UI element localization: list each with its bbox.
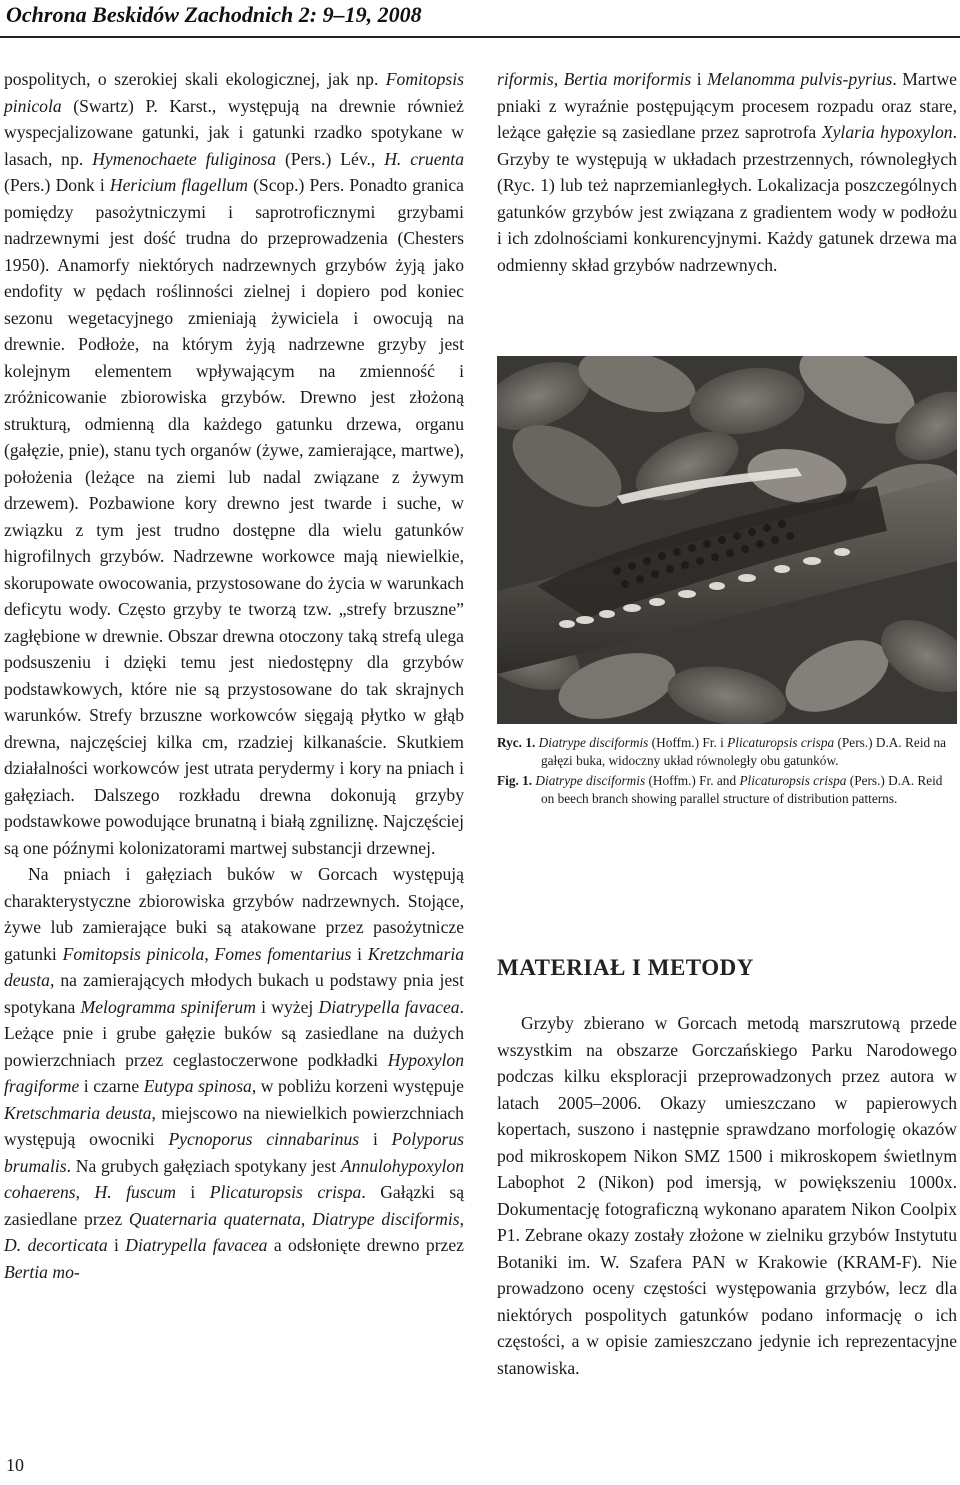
figure-photo	[497, 356, 957, 724]
species-name: Melanomma pulvis-pyrius	[707, 69, 893, 89]
species-name: riformis	[497, 69, 554, 89]
species-name: Bertia mo-	[4, 1261, 80, 1282]
caption-polish-text: Diatrype disciformis (Hoffm.) Fr. i Plicaturopsis crispa (Pers.) D.A. Reid na gałęzi buka, widoczny układ równoległy obu gatunków.	[538, 735, 947, 768]
caption-english-text: Diatrype disciformis (Hoffm.) Fr. and Plicaturopsis crispa (Pers.) D.A. Reid on beech branch showing parallel structure of distribution patterns.	[535, 773, 943, 806]
branch-photo-image	[497, 356, 957, 724]
page-number: 10	[6, 1455, 24, 1475]
right-column-bottom	[497, 1010, 957, 1381]
running-header	[0, 0, 960, 42]
species-name: Kretschmaria deusta	[4, 1102, 152, 1123]
species-name: H. fuscum	[94, 1182, 176, 1202]
species-name: Annulohypoxylon cohaerens	[4, 1155, 464, 1202]
left-column	[4, 66, 464, 1285]
section-heading: MATERIAŁ I METODY	[497, 955, 754, 980]
paragraph-1: pospolitych, o szerokiej skali ekologicznej, jak np. Fomitopsis pinicola (Swartz) P. Karst., występują na drewnie również wyspecjalizowane gatunki, jak i gatunki rzadko spotykane w lasach, np. Hymenochaete fuliginosa (Pers.) Lév., H. cruenta (Pers.) Donk i Hericium flagellum (Scop.) Pers. Ponadto granica pomiędzy pasożytniczymi i saprotroficznymi grzybami nadrzewnymi jest dość trudna do przeprowadzenia (Chesters 1950). Anamorfy niektórych nadrzewnych grzybów żyją jako endofity w pędach roślinności zielnej i dopiero pod koniec sezonu wegetacyjnego zmieniają żywiciela i owocują na drewnie. Podłoże, na którym żyją nadrzewne grzyby jest kolejnym elementem wpływającym na zmienność i zróżnicowanie zbiorowiska grzybów. Drewno jest złożoną strukturą, odmienną dla każdego gatunku drzewa, organu (gałęzie, pnie), stanu tych organów (żywe, zamierające, martwe), położenia (leżące na ziemi lub nadal związane z żywym drzewem). Pozbawione kory drewno jest twarde i suche, w związku z tym jest trudno dostępne dla wielu gatunków higrofilnych grzybów. Nadrzewne workowce mają niewielkie, skorupowate owocowania, przystosowane do życia w warunkach deficytu wody. Często grzyby te tworzą tzw. „strefy brzuszne” zagłębione w drewnie. Obszar drewna otoczony taką strefą ulega podsuszeniu i dzięki temu jest niedostępny dla grzybów podstawkowych, które nie są przystosowane do tak skrajnych warunków. Strefy brzuszne workowców sięgają płytko w głąb drewna, najczęściej kilka cm, rzadziej kilkanaście. Skutkiem działalności workowców jest utrata perydermy i kory na pniach i gałęziach. Dalszego rozkładu drewna dokonują grzyby podstawkowe powodujące brunatną i białą zgniliznę. Najczęściej są one późnymi kolonizatorami martwej substancji drzewnej.	[4, 69, 464, 858]
species-name: Xylaria hypoxylon	[821, 122, 953, 142]
species-name: Diatrype disciformis	[538, 735, 649, 750]
species-name: Hypoxylon fragiforme	[4, 1049, 464, 1096]
species-name: Diatrype disciformis	[312, 1208, 460, 1229]
species-name: Plicaturopsis crispa	[209, 1182, 362, 1202]
species-name: Diatrype disciformis	[535, 773, 646, 788]
species-name: Pycnoporus cinnabarinus	[168, 1129, 360, 1149]
species-name: Fomitopsis pinicola	[62, 943, 205, 964]
species-name: Hericium flagellum	[109, 175, 248, 195]
journal-title: Ochrona Beskidów Zachodnich 2: 9–19, 2008	[6, 2, 422, 27]
species-name: Fomes fomentarius	[214, 943, 352, 964]
species-name: Diatrypella favacea	[125, 1235, 268, 1255]
caption-polish	[497, 734, 957, 770]
species-name: Eutypa spinosa	[143, 1076, 252, 1096]
species-name: H. cruenta	[384, 148, 464, 169]
species-name: Polyporus brumalis	[4, 1129, 464, 1176]
species-name: Diatrypella favacea	[318, 996, 460, 1017]
paragraph-2: Na pniach i gałęziach buków w Gorcach występują charakterystyczne zbiorowiska grzybów nadrzewnych. Stojące, żywe lub zamierające buki są atakowane przez pasożytnicze gatunki Fomitopsis pinicola, Fomes fomentarius i Kretzchmaria deusta, na zamierających młodych bukach u podstawy pnia jest spotykana Melogramma spiniferum i wyżej Diatrypella favacea. Leżące pnie i grube gałęzie buków są zasiedlane na dużych powierzchniach przez ceglastoczerwone podkładki Hypoxylon fragiforme i czarne Eutypa spinosa, w pobliżu korzeni występuje Kretschmaria deusta, miejscowo na niewielkich powierzchniach występują owocniki Pycnoporus cinnabarinus i Polyporus brumalis. Na grubych gałęziach spotykany jest Annulohypoxylon cohaerens, H. fuscum i Plicaturopsis crispa. Gałązki są zasiedlane przez Quaternaria quaternata, Diatrype disciformis, D. decorticata i Diatrypella favacea a odsłonięte drewno przez Bertia mo-	[4, 864, 465, 1282]
caption-english-label: Fig. 1.	[497, 773, 533, 788]
species-name: Kretzchmaria deusta	[4, 943, 465, 990]
figure-caption	[497, 734, 957, 810]
caption-english	[497, 772, 957, 808]
species-name: Quaternaria quaternata	[128, 1208, 301, 1229]
species-name: Hymenochaete fuliginosa	[92, 148, 277, 169]
paragraph-2-continued: riformis, Bertia moriformis i Melanomma pulvis-pyrius. Martwe pniaki z wyraźnie postępującym procesem rozpadu oraz stare, leżące gałęzie są zasiedlane przez saprotrofa Xylaria hypoxylon. Grzyby te występują w układach przestrzennych, równoległych (Ryc. 1) lub też naprzemianległych. Lokalizacja poszczególnych gatunków grzybów jest związana z gradientem wody w podłożu i ich zdolnościami konkurencyjnymi. Każdy gatunek drzewa ma odmienny skład grzybów nadrzewnych.	[497, 69, 957, 275]
species-name: Melogramma spiniferum	[80, 996, 256, 1017]
species-name: Plicaturopsis crispa	[739, 773, 847, 788]
species-name: Fomitopsis pinicola	[4, 69, 464, 116]
species-name: D. decorticata	[4, 1235, 108, 1255]
right-column-top	[497, 66, 957, 278]
species-name: Bertia moriformis	[563, 69, 692, 89]
species-name: Plicaturopsis crispa	[727, 735, 835, 750]
header-rule	[0, 36, 960, 38]
methods-paragraph: Grzyby zbierano w Gorcach metodą marszrutową przede wszystkim na obszarze Gorczańskiego Parku Narodowego podczas kilku eksploracji przeprowadzonych przez autora w latach 2005–2006. Okazy umieszczano w papierowych kopertach, suszono i następnie sprawdzano morfologię okazów pod mikroskopem Nikon SMZ 1500 i mikroskopem świetlnym Labophot 2 (Nikon) pod imersją, w powiększeniu 1000x. Dokumentację fotograficzną wykonano aparatem Nikon Coolpix P1. Zebrane okazy zostały złożone w zielniku grzybów Instytutu Botaniki im. W. Szafera PAN w Krakowie (KRAM-F). Nie prowadzono oceny częstości występowania grzybów, lecz dla niektórych pospolitych gatunków podano informację o ich częstości, a w opisie zamieszczano jedynie ich reprezentacyjne stanowiska.	[497, 1013, 957, 1378]
caption-polish-label: Ryc. 1.	[497, 735, 536, 750]
